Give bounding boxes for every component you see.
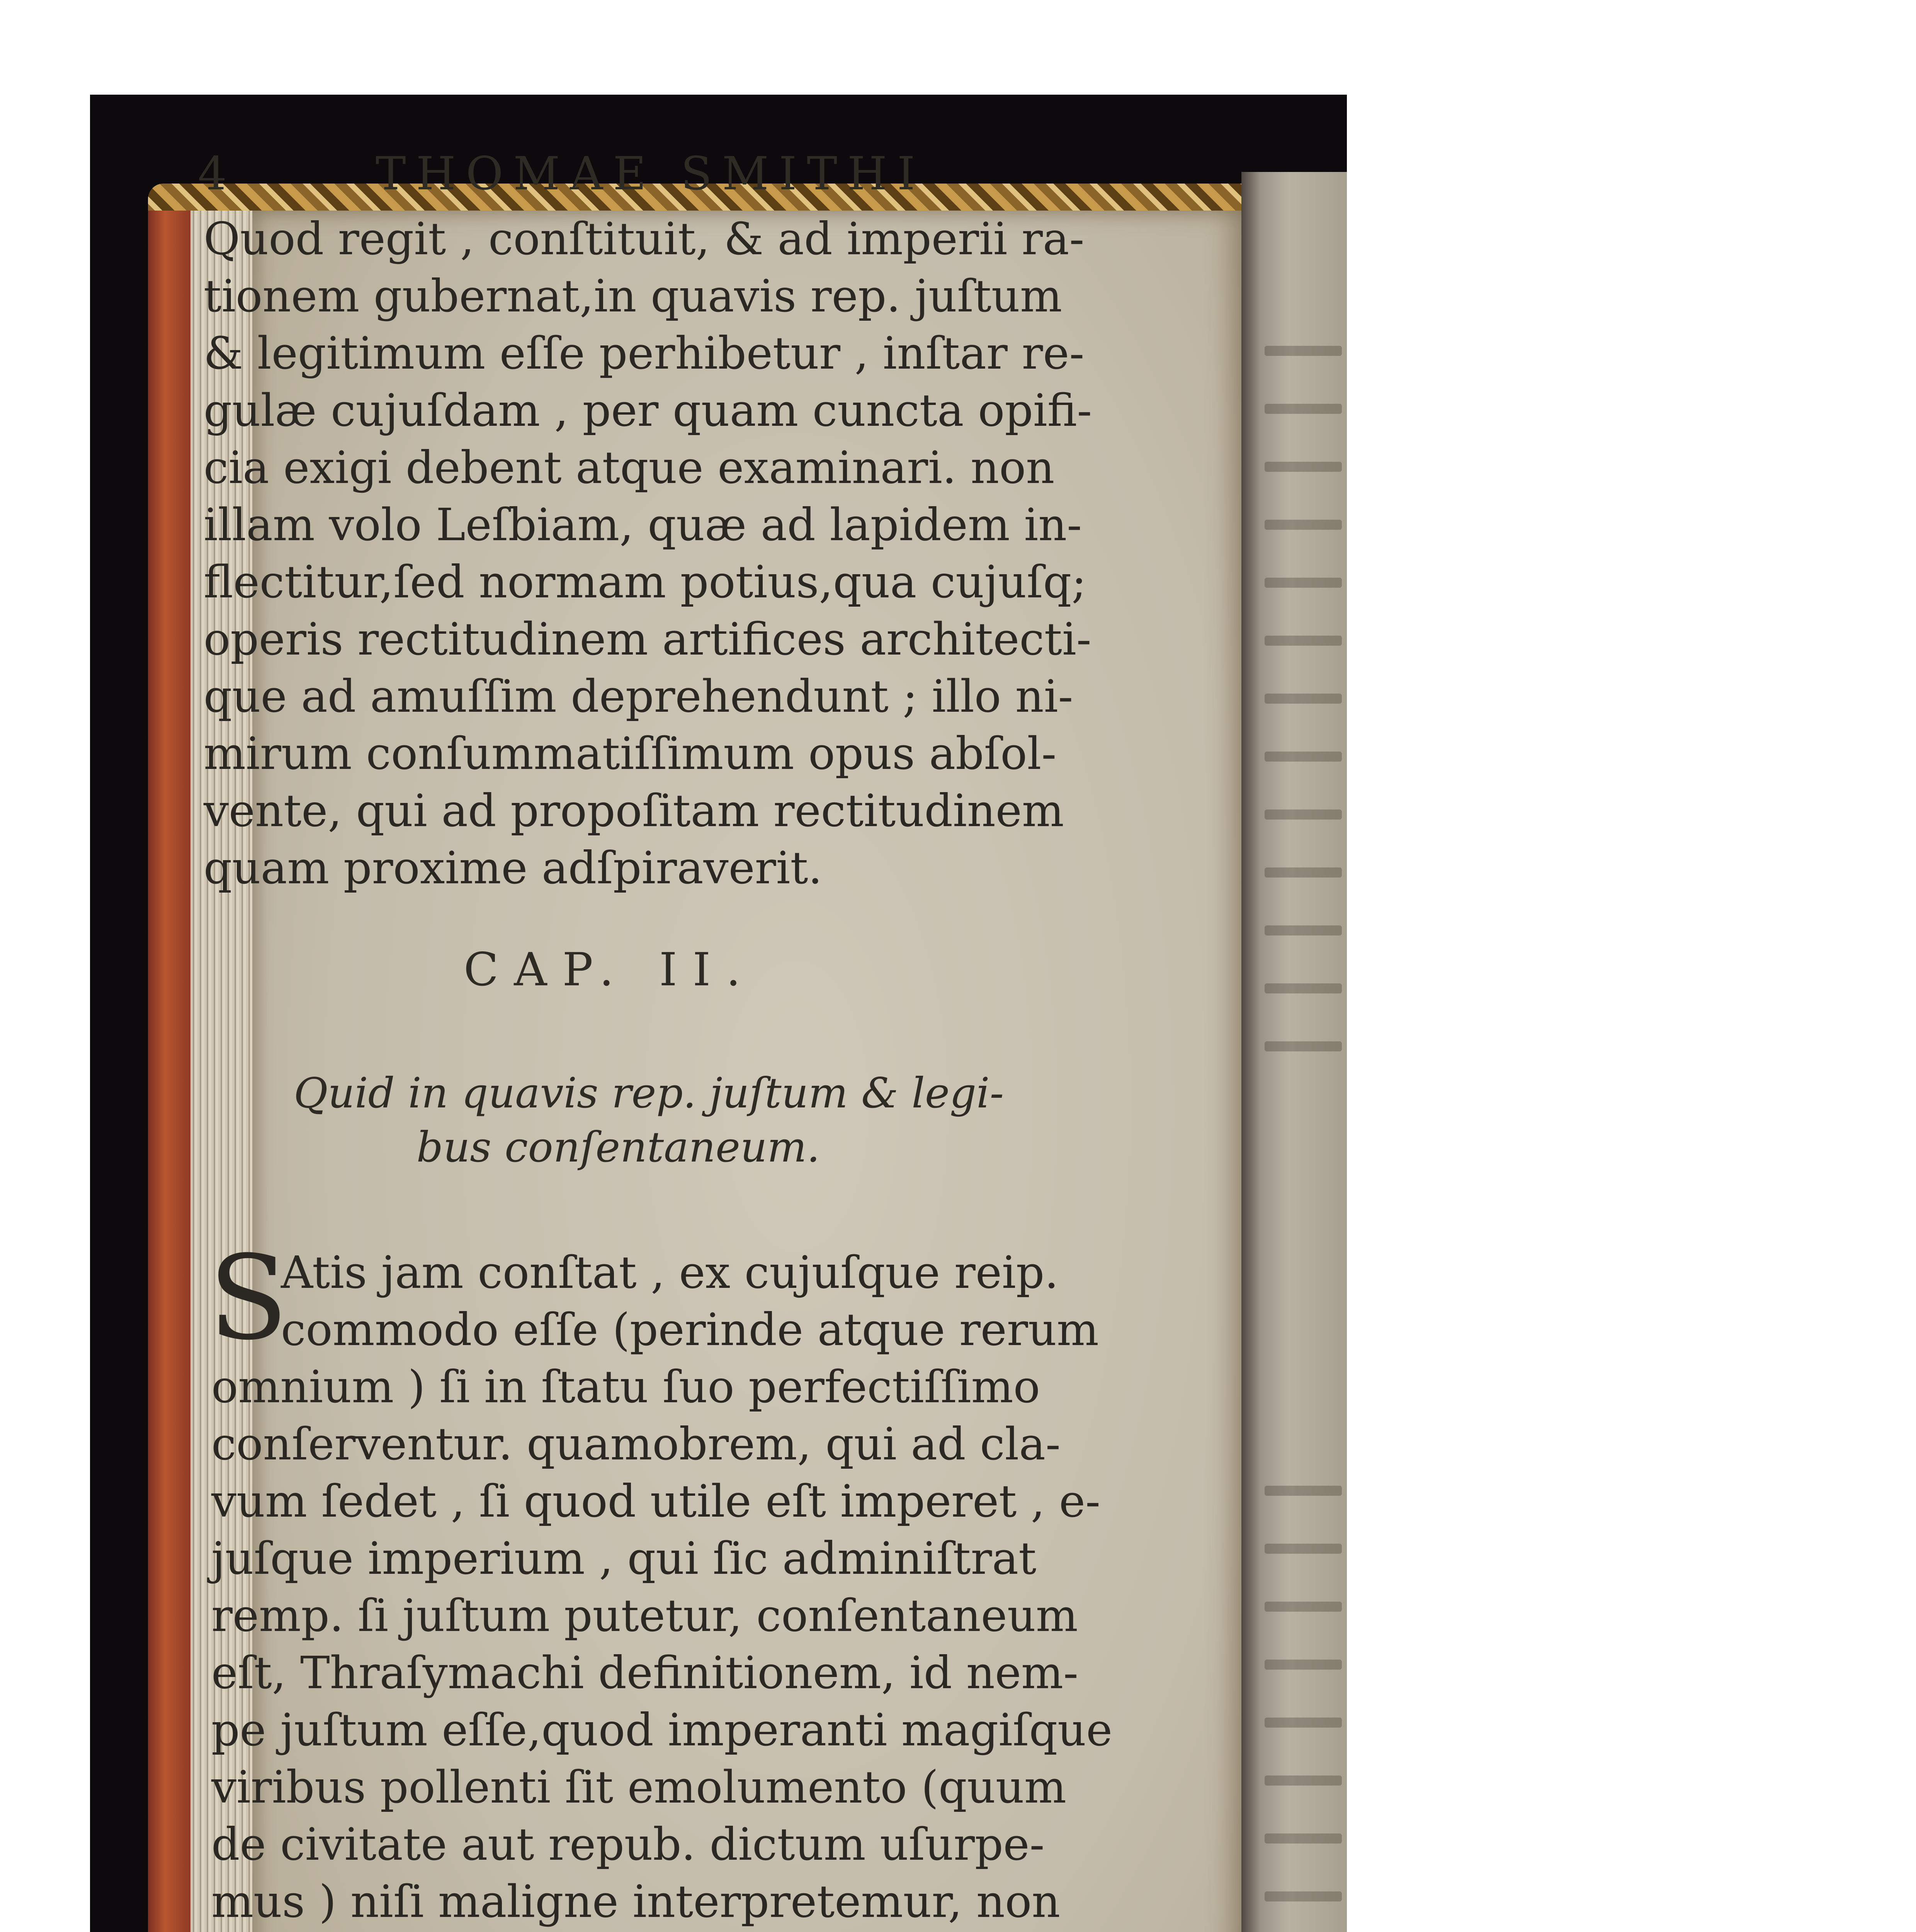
text-line: commodo eſſe (perinde atque rerum <box>281 1304 1099 1356</box>
text-line: remp. ſi juſtum putetur, conſentaneum <box>211 1590 1078 1642</box>
paragraph-1 <box>204 211 1092 897</box>
chapter-heading: CAP. II. <box>464 943 756 996</box>
chapter-subtitle <box>294 1066 1004 1175</box>
text-line: eſt, Thraſymachi definitionem, id nem- <box>211 1647 1078 1699</box>
text-line: illam volo Leſbiam, quæ ad lapidem in- <box>204 499 1082 551</box>
text-line: quam proxime adſpiraverit. <box>204 842 823 894</box>
adjacent-page <box>1241 172 1347 1932</box>
text-line <box>211 1930 1050 1932</box>
text-line: conſerventur. quamobrem, qui ad cla- <box>211 1418 1061 1470</box>
drop-cap: S <box>209 1231 288 1366</box>
text-line: flectitur,ſed normam potius,qua cujuſq; <box>204 556 1087 608</box>
text-line: mus ) niſi maligne interpretemur, non <box>211 1876 1061 1928</box>
text-line: omnium ) ſi in ſtatu ſuo perfectiſſimo <box>211 1361 1040 1413</box>
subtitle-line: bus conſentaneum. <box>416 1123 820 1172</box>
text-line: gulæ cujuſdam , per quam cuncta opifi- <box>204 385 1092 437</box>
text-line: de civitate aut repub. dictum uſurpe- <box>211 1819 1045 1871</box>
page-number: 4 <box>198 147 227 200</box>
text-line: cia exigi debent atque examinari. non <box>204 442 1055 494</box>
text-line: Atis jam conſtat , ex cujuſque reip. <box>281 1247 1059 1299</box>
text-line: vum ſedet , ſi quod utile eſt imperet , e- <box>211 1476 1100 1527</box>
text-line: vente, qui ad propoſitam rectitudinem <box>204 785 1064 837</box>
text-line: que ad amuſſim deprehendunt ; illo ni- <box>204 671 1073 723</box>
red-page-edge <box>148 211 190 1932</box>
text-line: pe juſtum eſſe,quod imperanti magiſque <box>211 1704 1113 1756</box>
text-line: viribus pollenti ſit emolumento (quum <box>211 1762 1066 1813</box>
text-line: operis rectitudinem artifices architecti- <box>204 614 1091 665</box>
subtitle-line: Quid in quavis rep. juſtum & legi- <box>294 1069 1004 1117</box>
text-line: juſque imperium , qui ſic adminiſtrat <box>211 1533 1037 1585</box>
text-line: Quod regit , conſtituit, & ad imperii ra- <box>204 213 1085 265</box>
text-line: mirum conſummatiſſimum opus abſol- <box>204 728 1057 780</box>
text-line: & legitimum eſſe perhibetur , inſtar re- <box>204 328 1085 379</box>
running-title: THOMAE SMITHI <box>376 147 925 200</box>
paragraph-2 <box>211 1244 1113 1932</box>
text-line: tionem gubernat,in quavis rep. juſtum <box>204 270 1063 322</box>
